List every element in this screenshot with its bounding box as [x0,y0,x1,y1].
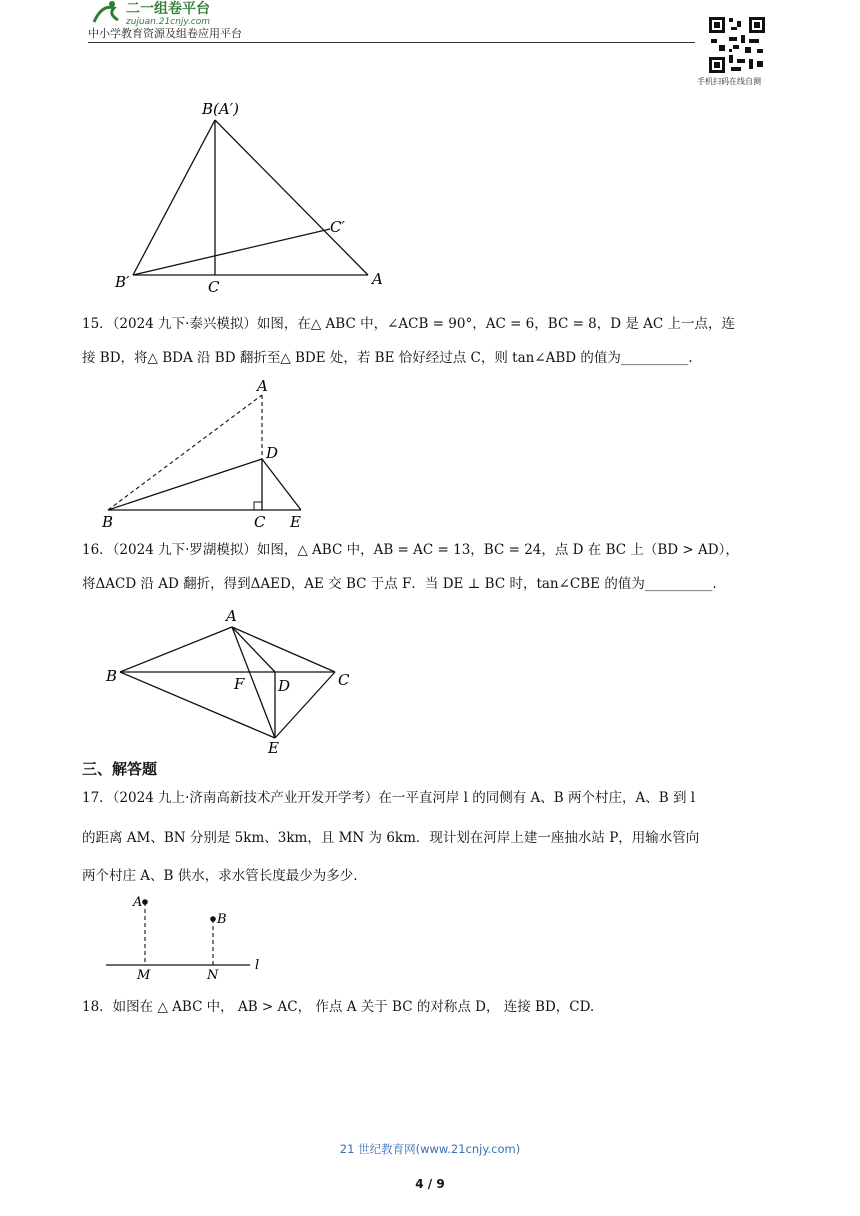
q17-line3: 两个村庄 A、B 供水，求水管长度最少为多少. [82,868,358,884]
q16-label-d: D [278,677,291,695]
label-c: C [208,278,220,296]
footer-site-link[interactable]: 21 世纪教育网(www.21cnjy.com) [339,1142,521,1156]
q15-label-a: A [257,377,268,395]
header-subtitle: 中小学教育资源及组卷应用平台 [88,27,242,40]
figure-q16 [100,605,360,759]
qr-code-icon [707,15,767,75]
header-divider [88,42,695,43]
label-b-prime: B′ [115,273,130,291]
page-number: 4 / 9 [415,1177,445,1191]
figure-q17 [100,890,280,989]
q17-label-n: N [207,968,219,983]
platform-logo [88,0,278,26]
logo-url-text: zujuan.21cnjy.com [126,17,211,26]
q16-label-f: F [234,675,245,693]
q15-label-b: B [102,513,114,530]
q16-label-e: E [268,739,279,755]
q15-label-c: C [254,513,266,530]
logo-text: 二一组卷平台 [126,1,210,17]
runner-icon [94,1,118,22]
label-c-prime: C′ [330,218,345,236]
label-a: A [372,270,383,288]
qr-caption: 手机扫码在线自测 [697,77,761,86]
section-title-solutions: 三、解答题 [82,760,158,778]
q16-label-b: B [106,667,118,685]
q16-label-a: A [226,607,237,625]
q15-label-d: D [266,444,279,462]
label-b-aprime: B(A′) [202,100,239,118]
figure-triangle-fold [100,92,400,306]
q15-line1: 15．（2024 九下·泰兴模拟）如图，在△ ABC 中，∠ACB = 90°，AC = 6，BC = 8，D 是 AC 上一点，连 [82,316,736,332]
q16-label-c: C [338,671,350,689]
q17-line2: 的距离 AM、BN 分别是 5km、3km，且 MN 为 6km．现计划在河岸上建一座抽水站 P，用输水管向 [82,830,700,846]
figure-q15 [96,375,316,534]
q17-label-m: M [137,968,151,983]
q16-line1: 16．（2024 九下·罗湖模拟）如图，△ ABC 中，AB = AC = 13，BC = 24，点 D 在 BC 上（BD > AD）， [82,542,739,558]
q17-label-b: B [217,912,227,927]
q18-line1: 18．如图在 △ ABC 中， AB > AC， 作点 A 关于 BC 的对称点 D， 连接 BD，CD. [82,999,595,1015]
q17-label-l: l [255,958,260,973]
q16-line2: 将ΔACD 沿 AD 翻折，得到ΔAED，AE 交 BC 于点 F．当 DE ⊥ BC 时，tan∠CBE 的值为__________. [82,576,717,592]
q15-label-e: E [290,513,301,530]
q17-line1: 17．（2024 九上·济南高新技术产业开发开学考）在一平直河岸 l 的同侧有 A、B 两个村庄，A、B 到 l [82,790,696,806]
q17-label-a: A [133,895,143,910]
q15-line2: 接 BD，将△ BDA 沿 BD 翻折至△ BDE 处，若 BE 恰好经过点 C，则 tan∠ABD 的值为__________. [82,350,693,366]
